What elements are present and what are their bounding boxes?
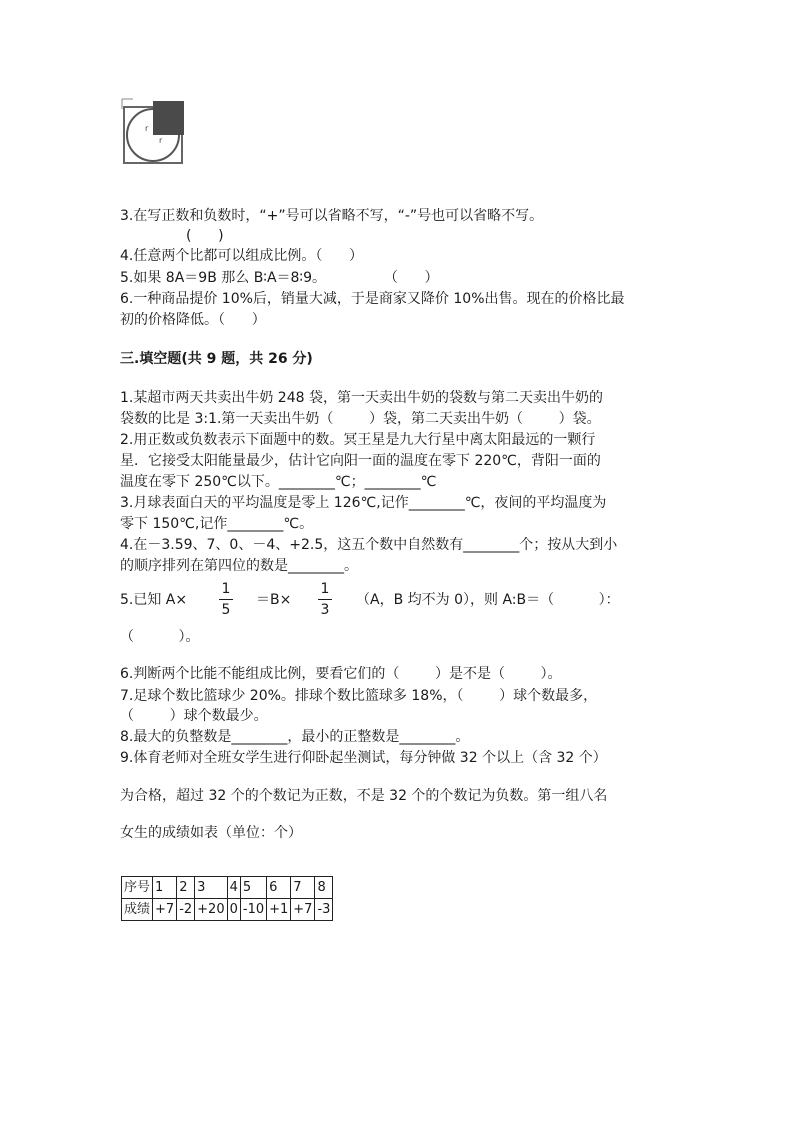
header-cell: 7: [291, 877, 315, 899]
fill-q5-part1: 5.已知 A×: [120, 592, 188, 608]
header-label: 序号: [122, 877, 153, 899]
score-cell: -10: [240, 899, 266, 921]
fraction-one-fifth: [219, 581, 233, 618]
judge-q5: 5.如果 8A＝9B 那么 B∶A＝8∶9。 （ ）: [120, 270, 439, 286]
header-cell: 4: [227, 877, 240, 899]
judge-q6-line1: 6.一种商品提价 10%后，销量大减，于是商家又降价 10%出售。现在的价格比最: [120, 291, 625, 307]
row-label: 成绩: [122, 899, 153, 921]
fraction-denominator: 5: [221, 602, 231, 618]
fill-q2-line2: 星．它接受太阳能量最少，估计它向阳一面的温度在零下 220℃，背阳一面的: [120, 453, 601, 469]
table-row-header: [122, 877, 333, 899]
fill-q1-line2: 袋数的比是 3:1.第一天卖出牛奶（ ）袋，第二天卖出牛奶（ ）袋。: [120, 411, 601, 427]
header-cell: 5: [240, 877, 266, 899]
fill-q6: 6.判断两个比能不能组成比例，要看它们的（ ）是不是（ ）。: [120, 666, 562, 682]
fill-q9-line1: 9.体育老师对全班女学生进行仰卧起坐测试，每分钟做 32 个以上（含 32 个）: [120, 750, 607, 766]
fill-q5-part2: ＝B×: [256, 592, 292, 608]
fill-q7-line1: 7.足球个数比篮球少 20%。排球个数比篮球多 18%，（ ）球个数最多，: [120, 688, 598, 704]
fill-q5-part3: （A，B 均不为 0），则 A:B＝（ ）：: [356, 592, 620, 608]
score-cell: +1: [267, 899, 291, 921]
fill-q7-line2: （ ）球个数最少。: [120, 708, 268, 724]
section-title: 三.填空题(共 9 题，共 26 分): [120, 351, 313, 367]
fill-q4-line1: 4.在－3.59、7、0、－4、+2.5，这五个数中自然数有________个；按从大到小: [120, 537, 618, 553]
fill-q1-line1: 1.某超市两天共卖出牛奶 248 袋，第一天卖出牛奶的袋数与第二天卖出牛奶的: [120, 390, 603, 406]
fill-q2-line3: 温度在零下 250℃以下。________℃；________℃: [120, 474, 437, 490]
header-cell: 6: [267, 877, 291, 899]
score-cell: -3: [315, 899, 333, 921]
fill-q3-line1: 3.月球表面白天的平均温度是零上 126℃,记作________℃，夜间的平均温度为: [120, 495, 607, 511]
fill-q9-line3: 女生的成绩如表（单位：个）: [120, 825, 302, 841]
fill-q4-line2: 的顺序排列在第四位的数是________。: [120, 558, 358, 574]
fill-q9-line2: 为合格，超过 32 个的个数记为正数，不是 32 个的个数记为负数。第一组八名: [120, 788, 608, 804]
score-table: [121, 876, 333, 921]
header-cell: 8: [315, 877, 333, 899]
score-cell: 0: [227, 899, 240, 921]
header-cell: 3: [195, 877, 227, 899]
score-cell: -2: [177, 899, 195, 921]
fraction-numerator: 1: [221, 581, 231, 597]
header-cell: 1: [153, 877, 177, 899]
svg-text:r: r: [145, 124, 149, 133]
judge-q4: 4.任意两个比都可以组成比例。（ ）: [120, 248, 364, 264]
score-cell: +20: [195, 899, 227, 921]
header-cell: 2: [177, 877, 195, 899]
svg-text:r: r: [159, 136, 163, 145]
fill-q5-line2: （ ）。: [120, 629, 200, 645]
score-cell: +7: [291, 899, 315, 921]
circle-square-figure: [119, 97, 189, 167]
fill-q3-line2: 零下 150℃,记作________℃。: [120, 516, 314, 532]
judge-q3-answer: ( ): [186, 228, 224, 244]
fraction-numerator: 1: [320, 581, 330, 597]
fill-q2-line1: 2.用正数或负数表示下面题中的数。冥王星是九大行星中离太阳最远的一颗行: [120, 432, 596, 448]
fraction-one-third: [318, 581, 332, 618]
score-cell: +7: [153, 899, 177, 921]
table-row-scores: [122, 899, 333, 921]
fill-q8: 8.最大的负整数是________，最小的正整数是________。: [120, 729, 470, 745]
judge-q6-line2: 初的价格降低。（ ）: [120, 312, 266, 328]
fraction-denominator: 3: [320, 602, 330, 618]
judge-q3-line1: 3.在写正数和负数时，“+”号可以省略不写，“-”号也可以省略不写。: [120, 208, 544, 224]
